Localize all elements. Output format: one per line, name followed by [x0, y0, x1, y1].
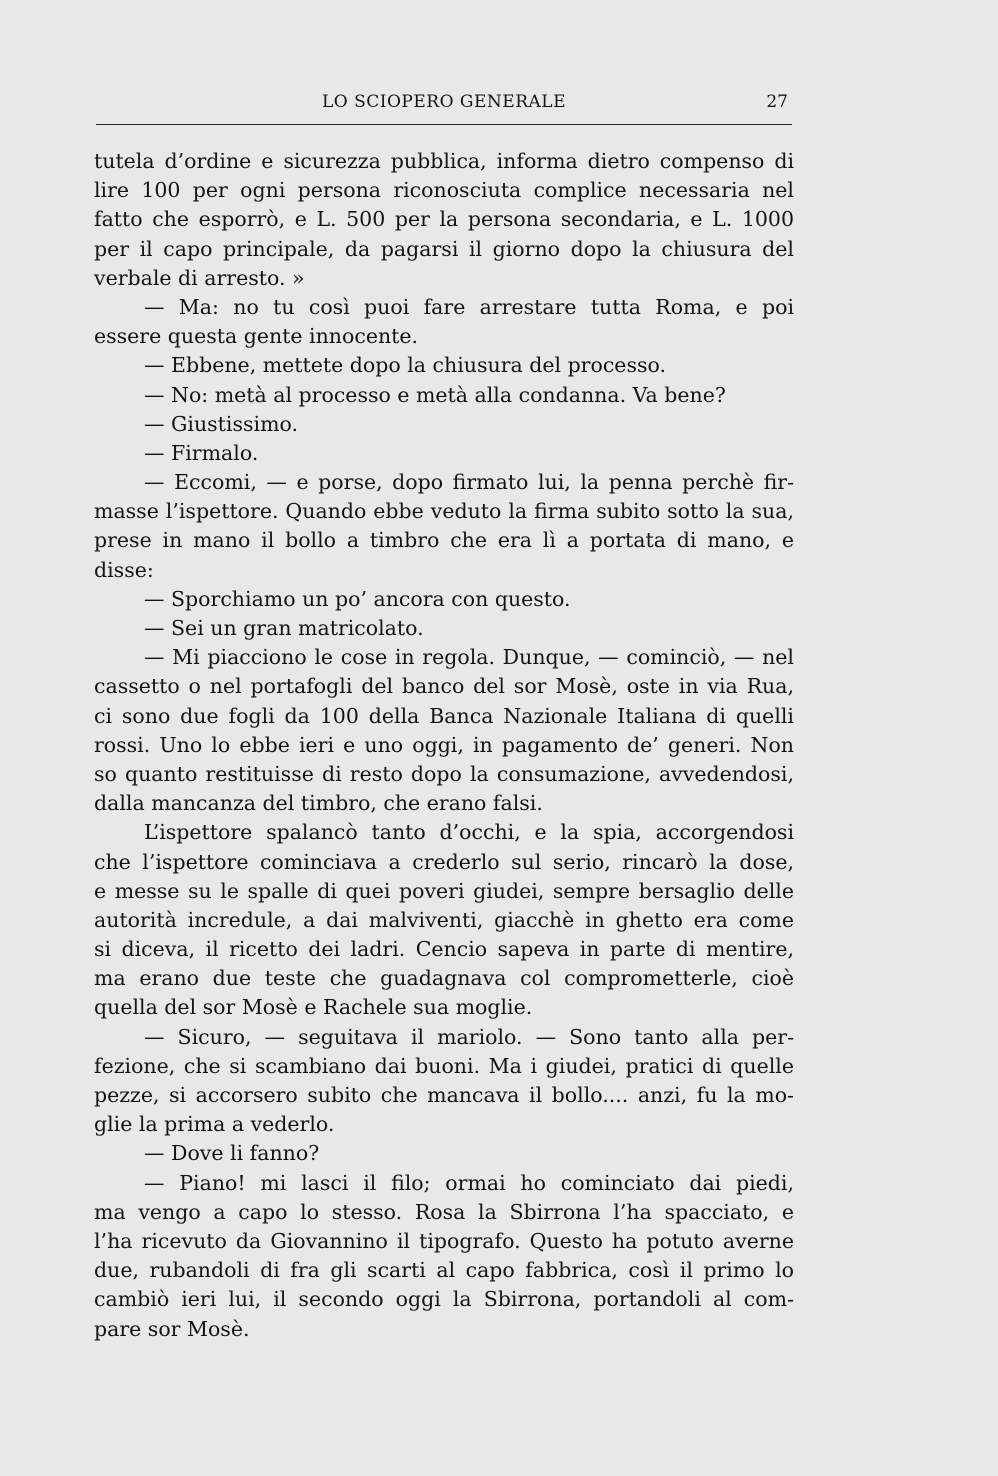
text-line: — Piano! mi lasci il filo; ormai ho cominciato dai piedi, — [144, 1170, 794, 1195]
text-line: disse: — [94, 557, 154, 582]
text-line: — Firmalo. — [144, 440, 259, 465]
text-line: due, rubandoli di fra gli scarti al capo fabbrica, così il primo lo — [94, 1258, 794, 1283]
text-line: prese in mano il bollo a timbro che era lì a portata di mano, e — [94, 528, 794, 553]
text-line: — Ebbene, mettete dopo la chiusura del processo. — [144, 353, 666, 378]
page-number: 27 — [766, 92, 788, 112]
text-line: tutela d’ordine e sicurezza pubblica, informa dietro compenso di — [94, 149, 794, 173]
text-line: ci sono due fogli da 100 della Banca Nazionale Italiana di quelli — [94, 703, 794, 728]
text-line: — Dove li fanno? — [144, 1141, 320, 1166]
text-line: si diceva, il ricetto dei ladri. Cencio sapeva in parte di mentire, — [94, 937, 794, 962]
text-line: fatto che esporrò, e L. 500 per la persona secondaria, e L. 1000 — [94, 207, 794, 232]
text-line: ma erano due teste che guadagnava col comprometterle, cioè — [94, 966, 794, 991]
text-line: pare sor Mosè. — [94, 1316, 250, 1341]
text-line: quella del sor Mosè e Rachele sua moglie. — [94, 995, 533, 1020]
text-line: masse l’ispettore. Quando ebbe veduto la firma subito sotto la sua, — [94, 499, 794, 524]
text-line: — Sicuro, — seguitava il mariolo. — Sono tanto alla per- — [144, 1024, 794, 1049]
running-header — [96, 92, 792, 118]
text-line: glie la prima a vederlo. — [94, 1112, 335, 1137]
text-line: pezze, si accorsero subito che mancava il bollo.... anzi, fu la mo- — [94, 1083, 794, 1107]
text-line: — Sei un gran matricolato. — [144, 616, 424, 640]
header-rule — [96, 124, 792, 125]
text-line: lire 100 per ogni persona riconosciuta complice necessaria nel — [94, 178, 794, 203]
text-line: cambiò ieri lui, il secondo oggi la Sbirrona, portandoli al com- — [94, 1287, 794, 1312]
text-line: per il capo principale, da pagarsi il giorno dopo la chiusura del — [94, 236, 794, 261]
text-line: l’ha ricevuto da Giovannino il tipografo. Questo ha potuto averne — [94, 1228, 794, 1253]
text-line: so quanto restituisse di resto dopo la consumazione, avvedendosi, — [94, 761, 794, 786]
text-line: ma vengo a capo lo stesso. Rosa la Sbirrona l’ha spacciato, e — [94, 1199, 794, 1224]
text-line: autorità incredule, a dai malviventi, giacchè in ghetto era come — [94, 907, 794, 932]
text-line: — Mi piacciono le cose in regola. Dunque, — cominciò, — nel — [144, 645, 794, 670]
text-line: e messe su le spalle di quei poveri giudei, sempre bersaglio delle — [94, 878, 794, 903]
text-line: fezione, che si scambiano dai buoni. Ma i giudei, pratici di quelle — [94, 1053, 794, 1078]
running-title: LO SCIOPERO GENERALE — [322, 92, 566, 112]
text-line: dalla mancanza del timbro, che erano falsi. — [94, 791, 543, 816]
text-line: che l’ispettore cominciava a crederlo sul serio, rincarò la dose, — [94, 849, 794, 874]
text-line: essere questa gente innocente. — [94, 324, 419, 349]
text-line: rossi. Uno lo ebbe ieri e uno oggi, in pagamento de’ generi. Non — [94, 732, 794, 757]
text-line: — Sporchiamo un po’ ancora con questo. — [144, 586, 571, 611]
body-text — [94, 147, 794, 1344]
text-line: cassetto o nel portafogli del banco del sor Mosè, oste in via Rua, — [94, 674, 794, 699]
text-line: — Eccomi, — e porse, dopo firmato lui, la penna perchè fir- — [144, 470, 794, 495]
text-line: L’ispettore spalancò tanto d’occhi, e la spia, accorgendosi — [144, 820, 794, 845]
text-line: verbale di arresto. » — [94, 265, 305, 290]
text-line: — Ma: no tu così puoi fare arrestare tutta Roma, e poi — [144, 294, 794, 319]
text-line: — Giustissimo. — [144, 411, 299, 436]
text-line: — No: metà al processo e metà alla condanna. Va bene? — [144, 382, 726, 407]
